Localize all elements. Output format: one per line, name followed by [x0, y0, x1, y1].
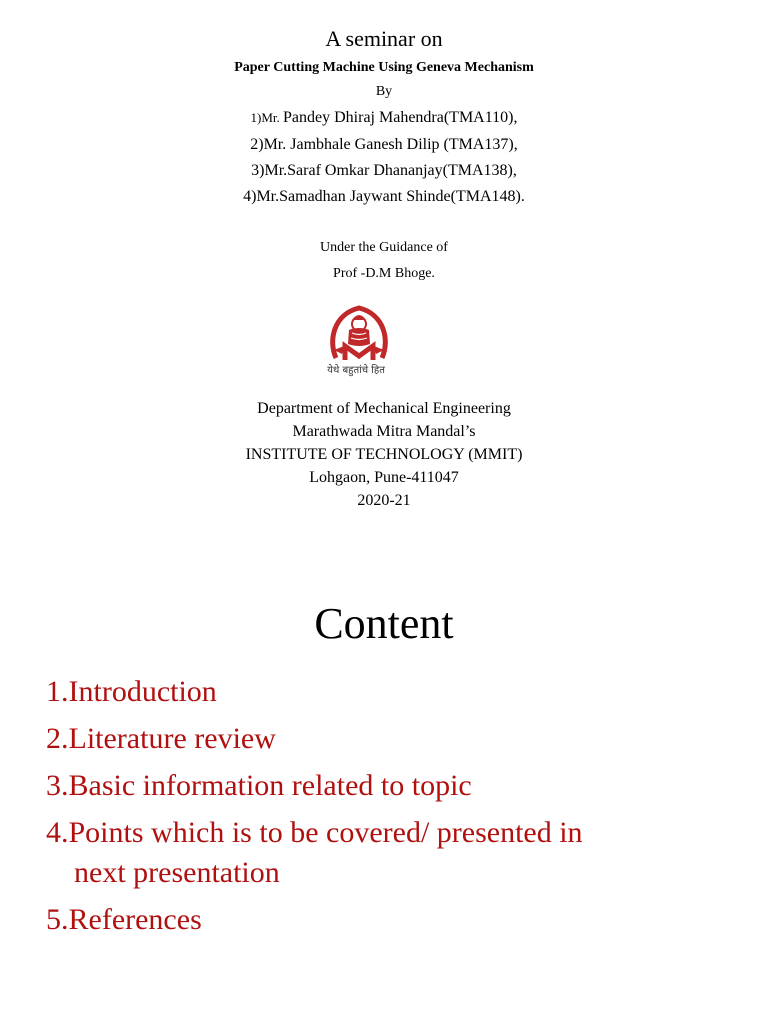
- author-3: 3)Mr.Saraf Omkar Dhananjay(TMA138),: [251, 162, 517, 179]
- logo-motto: येथे बहुतांचे हित: [327, 365, 385, 376]
- content-item-references: [46, 900, 746, 940]
- author-4: 4)Mr.Samadhan Jaywant Shinde(TMA148).: [243, 188, 525, 205]
- content-item-text: 2.Literature review: [46, 722, 276, 755]
- department: Department of Mechanical Engineering: [257, 400, 511, 417]
- by-label: By: [375, 84, 393, 99]
- seminar-intro: A seminar on: [325, 26, 443, 51]
- content-item-points-covered: [46, 813, 746, 893]
- institute-name: INSTITUTE OF TECHNOLOGY (MMIT): [245, 446, 523, 463]
- content-list: [46, 672, 746, 947]
- content-item-text: 4.Points which is to be covered/ presented in: [46, 816, 583, 849]
- content-item-introduction: [46, 672, 746, 712]
- content-item-text: 3.Basic information related to topic: [46, 769, 472, 802]
- seminar-title: Paper Cutting Machine Using Geneva Mechanism: [234, 60, 534, 75]
- guidance-label: Under the Guidance of: [320, 240, 448, 255]
- author-1-prefix: 1)Mr.: [250, 110, 284, 125]
- content-item-text: 1.Introduction: [46, 675, 217, 708]
- author-2: 2)Mr. Jambhale Ganesh Dilip (TMA137),: [250, 136, 518, 153]
- author-1: [0, 109, 768, 127]
- institute-parent: Marathwada Mitra Mandal’s: [292, 423, 476, 440]
- address: Lohgaon, Pune-411047: [309, 469, 459, 486]
- content-item-text-continued: next presentation: [74, 856, 280, 889]
- content-heading: Content: [314, 599, 454, 648]
- content-item-basic-information: [46, 766, 746, 806]
- author-1-name: Pandey Dhiraj Mahendra(TMA110),: [283, 109, 518, 126]
- guide-name: Prof -D.M Bhoge.: [333, 266, 435, 281]
- content-item-literature-review: [46, 719, 746, 759]
- content-item-text: 5.References: [46, 903, 202, 936]
- academic-year: 2020-21: [357, 492, 411, 509]
